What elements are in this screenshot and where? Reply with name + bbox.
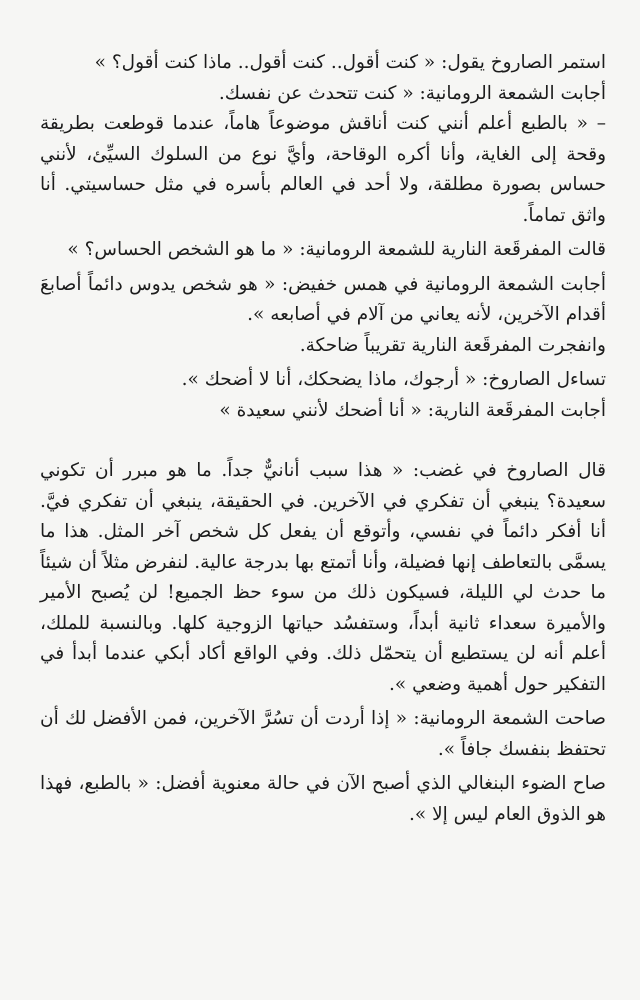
paragraph-firecracker-laughs: وانفجرت المفرقَعة النارية تقريباً ضاحكة. — [299, 334, 606, 356]
paragraph-rocket-sensitive: – « بالطبع أعلم أنني كنت أناقش موضوعاً هاماً، عندما قوطعت بطريقة وقحة إلى الغاية، وأنا أكره الوقاحة، وأيَّ نوع من السلوك السيِّئ، لأنني حساس بصورة مطلقة، ولا أحد في العالم بأسره في مثل حساسيتي. أنا واثق تماماً. — [40, 113, 606, 226]
paragraph-rocket-speaking: استمر الصاروخ يقول: « كنت أقول.. كنت أقول.. ماذا كنت أقول؟ » — [94, 52, 606, 73]
paragraph-candle-reply: أجابت الشمعة الرومانية: « كنت تتحدث عن نفسك. — [218, 82, 606, 104]
paragraph-candle-whisper: أجابت الشمعة الرومانية في همس خفيض: « هو شخص يدوس دائماً أصابعَ أقدام الآخرين، لأنه يعاني من آلام في أصابعه ». — [40, 273, 606, 325]
paragraph-bengal-light: صاح الضوء البنغالي الذي أصبح الآن في حالة معنوية أفضل: « بالطبع، فهذا هو الذوق العام ليس إلا ». — [40, 773, 606, 825]
paragraph-rocket-angry: قال الصاروخ في غضب: « هذا سبب أنانيٌّ جداً. ما هو مبرر أن تكوني سعيدة؟ ينبغي أن تفكري في الآخرين. في الحقيقة، ينبغي أن تفكري فيَّ. أنا أفكر دائماً في نفسي، وأتوقع أن يفعل كل شخص آخر المثل. هذا ما يسمَّى بالتعاطف إنها فضيلة، وأنا أتمتع بها بدرجة عالية. لنفرض مثلاً أن شيئاً ما حدث لي الليلة، فسيكون ذلك من سوء حظ الجميع! لن يُصبح الأمير والأميرة سعداء ثانية أبداً، وستفسُد حياتها الزوجية كلها. وبالنسبة للملك، أعلم أنه لن يستطيع أن يتحمّل ذلك. وفي الواقع أكاد أبكي عندما أبدأ في التفكير حول أهمية وضعي ». — [40, 460, 606, 695]
paragraph-rocket-asks: تساءل الصاروخ: « أرجوك، ماذا يضحكك، أنا لا أضحك ». — [181, 369, 606, 390]
paragraph-candle-shouts: صاحت الشمعة الرومانية: « إذا أردت أن تسُرَّ الآخرين، فمن الأفضل لك أن تحتفظ بنفسك جافاً ». — [40, 708, 606, 760]
paragraph-firecracker-happy: أجابت المفرقَعة النارية: « أنا أضحك لأنني سعيدة » — [219, 399, 606, 421]
paragraph-firecracker-question: قالت المفرقَعة النارية للشمعة الرومانية: « ما هو الشخص الحساس؟ » — [67, 239, 606, 260]
